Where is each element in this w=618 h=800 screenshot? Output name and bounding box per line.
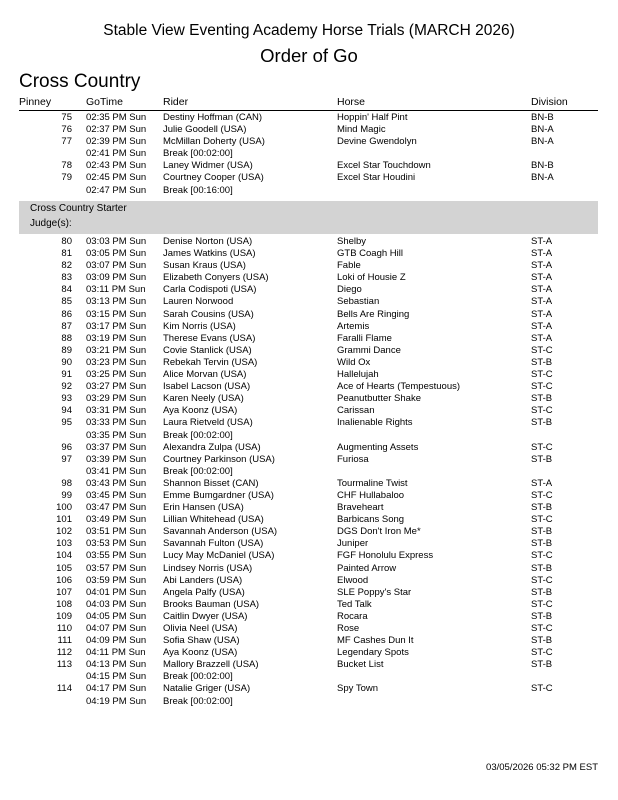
gotime-cell: 03:47 PM Sun xyxy=(86,502,147,514)
table-row xyxy=(0,381,618,393)
division-cell: ST-B xyxy=(531,659,553,671)
division-cell: ST-C xyxy=(531,574,553,586)
rider-cell: Shannon Bisset (CAN) xyxy=(163,477,259,489)
division-cell: ST-B xyxy=(531,393,553,405)
horse-cell: Rocara xyxy=(337,610,368,622)
rider-cell: Sofia Shaw (USA) xyxy=(163,635,240,647)
pinney-cell: 98 xyxy=(61,477,72,489)
division-cell: ST-A xyxy=(531,248,553,260)
horse-cell: SLE Poppy's Star xyxy=(337,586,412,598)
table-row xyxy=(0,369,618,381)
rider-cell: Aya Koonz (USA) xyxy=(163,647,238,659)
rider-cell: Emme Bumgardner (USA) xyxy=(163,489,274,501)
table-row xyxy=(0,442,618,454)
gotime-cell: 03:29 PM Sun xyxy=(86,393,147,405)
gotime-cell: 03:17 PM Sun xyxy=(86,320,147,332)
division-cell: ST-A xyxy=(531,332,553,344)
horse-cell: GTB Coagh Hill xyxy=(337,248,403,260)
horse-cell: Ted Talk xyxy=(337,598,372,610)
gotime-cell: 03:05 PM Sun xyxy=(86,248,147,260)
gotime-cell: 02:47 PM Sun xyxy=(86,184,147,196)
rider-cell: Savannah Fulton (USA) xyxy=(163,538,264,550)
division-cell: ST-A xyxy=(531,296,553,308)
pinney-cell: 95 xyxy=(61,417,72,429)
pinney-cell: 104 xyxy=(56,550,72,562)
group-label: Cross Country Starter xyxy=(30,203,127,214)
division-cell: ST-A xyxy=(531,308,553,320)
rider-cell: Susan Kraus (USA) xyxy=(163,260,246,272)
pinney-cell: 90 xyxy=(61,356,72,368)
table-row xyxy=(0,124,618,136)
pinney-cell: 94 xyxy=(61,405,72,417)
division-cell: BN-A xyxy=(531,124,554,136)
division-cell: ST-C xyxy=(531,550,553,562)
rider-cell: Therese Evans (USA) xyxy=(163,332,256,344)
division-cell: ST-B xyxy=(531,453,553,465)
column-header-rider: Rider xyxy=(163,96,189,108)
rider-cell: Denise Norton (USA) xyxy=(163,236,253,247)
horse-cell: Augmenting Assets xyxy=(337,441,419,453)
horse-cell: MF Cashes Dun It xyxy=(337,635,414,647)
table-row xyxy=(0,550,618,562)
table-row xyxy=(0,296,618,308)
gotime-cell: 02:39 PM Sun xyxy=(86,136,147,148)
gotime-cell: 03:03 PM Sun xyxy=(86,236,147,247)
horse-cell: Bucket List xyxy=(337,659,384,671)
gotime-cell: 03:59 PM Sun xyxy=(86,574,147,586)
pinney-cell: 76 xyxy=(61,124,72,136)
rider-cell: Break [00:16:00] xyxy=(163,184,233,196)
table-row xyxy=(0,611,618,623)
table-row xyxy=(0,502,618,514)
rider-cell: Break [00:02:00] xyxy=(163,465,233,477)
horse-cell: Shelby xyxy=(337,236,367,247)
horse-cell: Carissan xyxy=(337,405,375,417)
rider-cell: Break [00:02:00] xyxy=(163,695,233,707)
rider-cell: Mallory Brazzell (USA) xyxy=(163,659,259,671)
division-cell: ST-A xyxy=(531,272,553,284)
pinney-cell: 114 xyxy=(56,683,72,695)
horse-cell: Diego xyxy=(337,284,362,296)
division-cell: ST-A xyxy=(531,320,553,332)
horse-cell: Faralli Flame xyxy=(337,332,392,344)
division-cell: ST-C xyxy=(531,489,553,501)
pinney-cell: 86 xyxy=(61,308,72,320)
division-cell: ST-C xyxy=(531,514,553,526)
table-row xyxy=(0,659,618,671)
horse-cell: Loki of Housie Z xyxy=(337,272,406,284)
section-heading: Cross Country xyxy=(19,71,141,92)
gotime-cell: 02:35 PM Sun xyxy=(86,112,147,123)
table-row xyxy=(0,514,618,526)
pinney-cell: 100 xyxy=(56,502,72,514)
table-row xyxy=(0,321,618,333)
pinney-cell: 78 xyxy=(61,160,72,172)
horse-cell: Artemis xyxy=(337,320,370,332)
judge-label: Judge(s): xyxy=(30,218,72,229)
rider-cell: Courtney Cooper (USA) xyxy=(163,172,264,184)
rider-cell: Carla Codispoti (USA) xyxy=(163,284,257,296)
horse-cell: Peanutbutter Shake xyxy=(337,393,421,405)
horse-cell: Tourmaline Twist xyxy=(337,477,408,489)
rider-cell: Laney Widmer (USA) xyxy=(163,160,253,172)
pinney-cell: 89 xyxy=(61,344,72,356)
horse-cell: Legendary Spots xyxy=(337,647,409,659)
table-row xyxy=(0,136,618,148)
rider-cell: Angela Palfy (USA) xyxy=(163,586,245,598)
table-row xyxy=(0,599,618,611)
rider-cell: Caitlin Dwyer (USA) xyxy=(163,610,248,622)
division-cell: BN-A xyxy=(531,136,554,148)
rider-cell: Isabel Lacson (USA) xyxy=(163,381,251,393)
gotime-cell: 02:41 PM Sun xyxy=(86,148,147,160)
pinney-cell: 102 xyxy=(56,526,72,538)
pinney-cell: 85 xyxy=(61,296,72,308)
horse-cell: Mind Magic xyxy=(337,124,386,136)
rider-cell: Sarah Cousins (USA) xyxy=(163,308,254,320)
horse-cell: Inalienable Rights xyxy=(337,417,413,429)
horse-cell: DGS Don't Iron Me* xyxy=(337,526,421,538)
gotime-cell: 04:19 PM Sun xyxy=(86,695,147,707)
break-row xyxy=(0,466,618,478)
break-row xyxy=(0,148,618,160)
division-cell: ST-C xyxy=(531,405,553,417)
table-row xyxy=(0,248,618,260)
pinney-cell: 87 xyxy=(61,320,72,332)
gotime-cell: 04:07 PM Sun xyxy=(86,623,147,634)
gotime-cell: 04:13 PM Sun xyxy=(86,659,147,671)
pinney-cell: 106 xyxy=(56,574,72,586)
gotime-cell: 02:45 PM Sun xyxy=(86,172,147,184)
pinney-cell: 88 xyxy=(61,332,72,344)
horse-cell: Excel Star Touchdown xyxy=(337,160,431,172)
gotime-cell: 03:53 PM Sun xyxy=(86,538,147,550)
table-row xyxy=(0,405,618,417)
table-row xyxy=(0,587,618,599)
rider-cell: Abi Landers (USA) xyxy=(163,574,243,586)
pinney-cell: 107 xyxy=(56,586,72,598)
table-row xyxy=(0,683,618,695)
table-row xyxy=(0,647,618,659)
horse-cell: Elwood xyxy=(337,574,369,586)
gotime-cell: 03:33 PM Sun xyxy=(86,417,147,429)
division-cell: ST-B xyxy=(531,356,553,368)
horse-cell: FGF Honolulu Express xyxy=(337,550,434,562)
break-row xyxy=(0,430,618,442)
rider-cell: Lucy May McDaniel (USA) xyxy=(163,550,275,562)
division-cell: BN-A xyxy=(531,172,554,184)
division-cell: ST-A xyxy=(531,260,553,272)
rider-cell: James Watkins (USA) xyxy=(163,248,256,260)
pinney-cell: 109 xyxy=(56,610,72,622)
gotime-cell: 04:17 PM Sun xyxy=(86,683,147,695)
table-row xyxy=(0,417,618,429)
table-row xyxy=(0,454,618,466)
rider-cell: Courtney Parkinson (USA) xyxy=(163,453,275,465)
pinney-cell: 81 xyxy=(61,248,72,260)
document-subtitle: Order of Go xyxy=(260,45,358,66)
rider-cell: Lauren Norwood xyxy=(163,296,234,308)
pinney-cell: 96 xyxy=(61,441,72,453)
pinney-cell: 112 xyxy=(56,647,72,659)
gotime-cell: 04:03 PM Sun xyxy=(86,598,147,610)
rider-cell: Break [00:02:00] xyxy=(163,429,233,441)
table-row xyxy=(0,490,618,502)
division-cell: ST-C xyxy=(531,381,553,393)
division-cell: ST-B xyxy=(531,586,553,598)
horse-cell: Hallelujah xyxy=(337,369,379,381)
table-row xyxy=(0,635,618,647)
division-cell: ST-C xyxy=(531,598,553,610)
division-cell: ST-B xyxy=(531,526,553,538)
division-cell: BN-B xyxy=(531,160,554,172)
gotime-cell: 03:31 PM Sun xyxy=(86,405,147,417)
pinney-cell: 92 xyxy=(61,381,72,393)
horse-cell: CHF Hullabaloo xyxy=(337,489,405,501)
gotime-cell: 03:45 PM Sun xyxy=(86,489,147,501)
pinney-cell: 84 xyxy=(61,284,72,296)
horse-cell: Painted Arrow xyxy=(337,562,397,574)
column-header-horse: Horse xyxy=(337,96,366,108)
header-divider xyxy=(19,110,598,111)
table-row xyxy=(0,345,618,357)
gotime-cell: 04:05 PM Sun xyxy=(86,610,147,622)
horse-cell: Braveheart xyxy=(337,502,384,514)
table-row xyxy=(0,260,618,272)
table-row xyxy=(0,393,618,405)
rider-cell: Savannah Anderson (USA) xyxy=(163,526,278,538)
pinney-cell: 110 xyxy=(56,623,72,634)
horse-cell: Fable xyxy=(337,260,361,272)
division-cell: ST-C xyxy=(531,369,553,381)
column-header-pinney: Pinney xyxy=(19,96,52,108)
gotime-cell: 03:07 PM Sun xyxy=(86,260,147,272)
rider-cell: Aya Koonz (USA) xyxy=(163,405,238,417)
pinney-cell: 75 xyxy=(61,112,72,123)
table-row xyxy=(0,309,618,321)
division-cell: ST-A xyxy=(531,236,553,247)
table-row xyxy=(0,357,618,369)
table-row xyxy=(0,272,618,284)
break-row xyxy=(0,696,618,708)
division-cell: ST-C xyxy=(531,623,553,634)
rider-cell: Natalie Griger (USA) xyxy=(163,683,251,695)
gotime-cell: 03:23 PM Sun xyxy=(86,356,147,368)
division-cell: ST-C xyxy=(531,647,553,659)
pinney-cell: 105 xyxy=(56,562,72,574)
table-row xyxy=(0,526,618,538)
gotime-cell: 03:41 PM Sun xyxy=(86,465,147,477)
rider-cell: Lindsey Norris (USA) xyxy=(163,562,253,574)
rider-cell: Alexandra Zulpa (USA) xyxy=(163,441,261,453)
horse-cell: Rose xyxy=(337,623,360,634)
gotime-cell: 03:55 PM Sun xyxy=(86,550,147,562)
gotime-cell: 03:49 PM Sun xyxy=(86,514,147,526)
rider-cell: Brooks Bauman (USA) xyxy=(163,598,260,610)
rider-cell: Elizabeth Conyers (USA) xyxy=(163,272,269,284)
rider-cell: Lillian Whitehead (USA) xyxy=(163,514,264,526)
horse-cell: Bells Are Ringing xyxy=(337,308,410,320)
horse-cell: Hoppin' Half Pint xyxy=(337,112,408,123)
rider-cell: Destiny Hoffman (CAN) xyxy=(163,112,263,123)
gotime-cell: 03:15 PM Sun xyxy=(86,308,147,320)
horse-cell: Grammi Dance xyxy=(337,344,401,356)
division-cell: ST-B xyxy=(531,635,553,647)
division-cell: ST-B xyxy=(531,562,553,574)
rider-cell: Rebekah Tervin (USA) xyxy=(163,356,258,368)
gotime-cell: 03:27 PM Sun xyxy=(86,381,147,393)
table-row xyxy=(0,112,618,124)
pinney-cell: 77 xyxy=(61,136,72,148)
table-row xyxy=(0,236,618,248)
gotime-cell: 02:43 PM Sun xyxy=(86,160,147,172)
gotime-cell: 03:57 PM Sun xyxy=(86,562,147,574)
rider-cell: McMillan Doherty (USA) xyxy=(163,136,265,148)
gotime-cell: 03:21 PM Sun xyxy=(86,344,147,356)
table-row xyxy=(0,333,618,345)
rider-cell: Break [00:02:00] xyxy=(163,671,233,683)
pinney-cell: 101 xyxy=(56,514,72,526)
pinney-cell: 83 xyxy=(61,272,72,284)
table-row xyxy=(0,538,618,550)
gotime-cell: 03:39 PM Sun xyxy=(86,453,147,465)
gotime-cell: 04:15 PM Sun xyxy=(86,671,147,683)
division-cell: ST-C xyxy=(531,683,553,695)
column-header-gotime: GoTime xyxy=(86,96,123,108)
pinney-cell: 93 xyxy=(61,393,72,405)
pinney-cell: 80 xyxy=(61,236,72,247)
pinney-cell: 99 xyxy=(61,489,72,501)
table-row xyxy=(0,160,618,172)
gotime-cell: 03:51 PM Sun xyxy=(86,526,147,538)
gotime-cell: 04:09 PM Sun xyxy=(86,635,147,647)
rider-cell: Laura Rietveld (USA) xyxy=(163,417,253,429)
division-cell: ST-A xyxy=(531,284,553,296)
break-row xyxy=(0,671,618,683)
gotime-cell: 03:19 PM Sun xyxy=(86,332,147,344)
break-row xyxy=(0,185,618,197)
pinney-cell: 108 xyxy=(56,598,72,610)
gotime-cell: 03:11 PM Sun xyxy=(86,284,146,296)
column-header-division: Division xyxy=(531,96,568,108)
pinney-cell: 103 xyxy=(56,538,72,550)
rider-cell: Break [00:02:00] xyxy=(163,148,233,160)
rider-cell: Julie Goodell (USA) xyxy=(163,124,247,136)
pinney-cell: 82 xyxy=(61,260,72,272)
document-title: Stable View Eventing Academy Horse Trials (MARCH 2026) xyxy=(103,22,515,39)
gotime-cell: 04:01 PM Sun xyxy=(86,586,147,598)
gotime-cell: 03:43 PM Sun xyxy=(86,477,147,489)
gotime-cell: 03:13 PM Sun xyxy=(86,296,147,308)
pinney-cell: 79 xyxy=(61,172,72,184)
gotime-cell: 03:35 PM Sun xyxy=(86,429,147,441)
group-header xyxy=(19,201,598,234)
rider-cell: Covie Stanlick (USA) xyxy=(163,344,252,356)
schedule-rows-top xyxy=(0,112,618,197)
gotime-cell: 03:25 PM Sun xyxy=(86,369,147,381)
horse-cell: Sebastian xyxy=(337,296,380,308)
division-cell: ST-A xyxy=(531,477,553,489)
division-cell: ST-B xyxy=(531,610,553,622)
rider-cell: Olivia Neel (USA) xyxy=(163,623,238,634)
division-cell: ST-B xyxy=(531,417,553,429)
division-cell: ST-C xyxy=(531,344,553,356)
pinney-cell: 97 xyxy=(61,453,72,465)
print-timestamp: 03/05/2026 05:32 PM EST xyxy=(486,762,598,773)
horse-cell: Spy Town xyxy=(337,683,379,695)
table-row xyxy=(0,478,618,490)
rider-cell: Alice Morvan (USA) xyxy=(163,369,247,381)
horse-cell: Furiosa xyxy=(337,453,369,465)
pinney-cell: 111 xyxy=(57,635,72,647)
table-row xyxy=(0,172,618,184)
horse-cell: Wild Ox xyxy=(337,356,371,368)
rider-cell: Erin Hansen (USA) xyxy=(163,502,244,514)
gotime-cell: 02:37 PM Sun xyxy=(86,124,147,136)
pinney-cell: 91 xyxy=(61,369,72,381)
table-row xyxy=(0,563,618,575)
horse-cell: Barbicans Song xyxy=(337,514,405,526)
horse-cell: Devine Gwendolyn xyxy=(337,136,417,148)
gotime-cell: 03:37 PM Sun xyxy=(86,441,147,453)
table-row xyxy=(0,575,618,587)
table-row xyxy=(0,284,618,296)
division-cell: ST-B xyxy=(531,502,553,514)
gotime-cell: 04:11 PM Sun xyxy=(86,647,146,659)
pinney-cell: 113 xyxy=(56,659,72,671)
horse-cell: Excel Star Houdini xyxy=(337,172,416,184)
division-cell: ST-B xyxy=(531,538,553,550)
division-cell: ST-C xyxy=(531,441,553,453)
horse-cell: Juniper xyxy=(337,538,369,550)
horse-cell: Ace of Hearts (Tempestuous) xyxy=(337,381,461,393)
table-row xyxy=(0,623,618,635)
rider-cell: Karen Neely (USA) xyxy=(163,393,244,405)
division-cell: BN-B xyxy=(531,112,554,123)
table-header xyxy=(0,96,618,110)
schedule-rows-bottom xyxy=(0,236,618,708)
gotime-cell: 03:09 PM Sun xyxy=(86,272,147,284)
rider-cell: Kim Norris (USA) xyxy=(163,320,236,332)
